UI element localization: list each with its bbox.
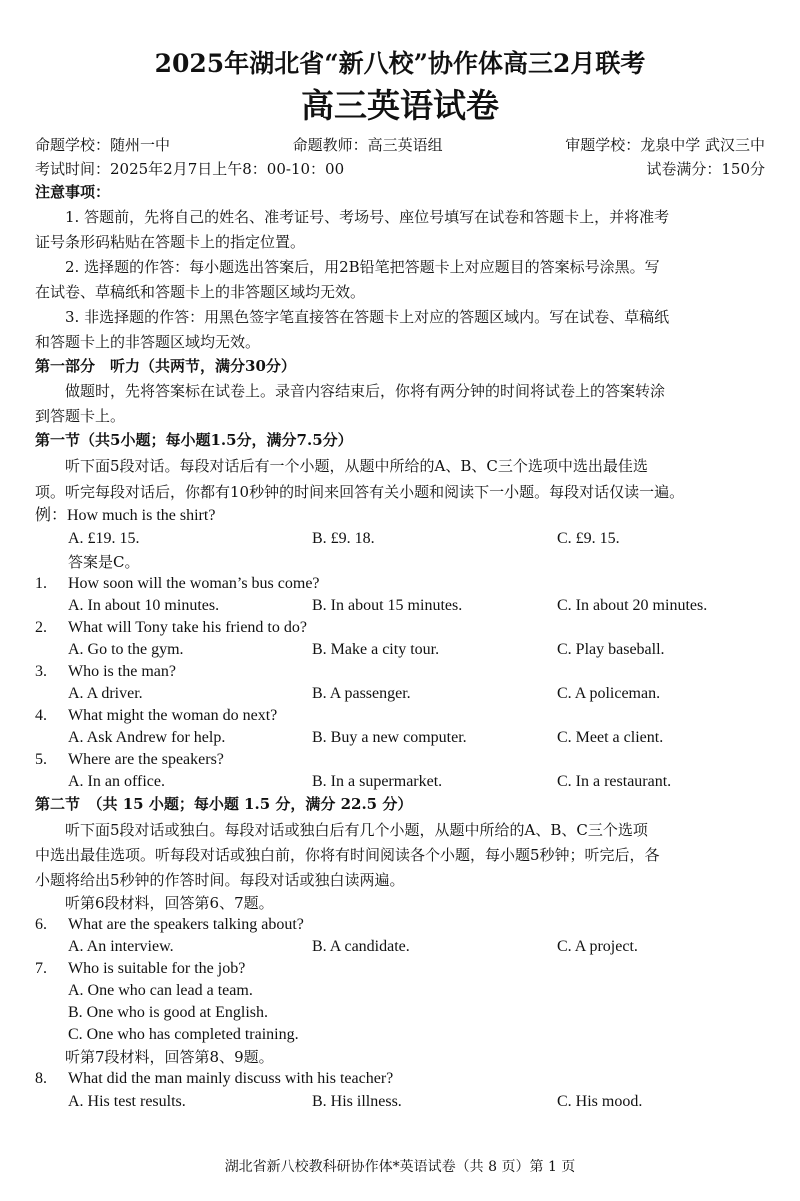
page-footer: 湖北省新八校教科研协作体*英语试卷（共 8 页）第 1 页 xyxy=(224,1159,576,1175)
question-number: 6. xyxy=(35,916,47,933)
question-stem: What might the woman do next? xyxy=(68,707,278,724)
question-number: 4. xyxy=(35,707,47,724)
option-a: A. £19. 15. xyxy=(68,530,140,547)
info-row-1 xyxy=(35,134,765,156)
option-a: A. Go to the gym. xyxy=(68,641,184,658)
setter-teacher: 命题教师：高三英语组 xyxy=(292,136,443,154)
option-b: B. In about 15 minutes. xyxy=(312,597,463,614)
exam-subtitle: 高三英语试卷 xyxy=(301,86,499,125)
material-6-note: 听第6段材料，回答第6、7题。 xyxy=(65,894,274,912)
part1-line: 做题时，先将答案标在试卷上。录音内容结束后，你将有两分钟的时间将试卷上的答案转涂 xyxy=(65,382,666,400)
option-b: B. Buy a new computer. xyxy=(312,729,467,746)
option-b: B. In a supermarket. xyxy=(312,773,443,790)
option-b: B. £9. 18. xyxy=(312,530,375,547)
option-b: B. Make a city tour. xyxy=(312,641,440,658)
notice-line: 1. 答题前，先将自己的姓名、准考证号、考场号、座位号填写在试卷和答题卡上，并将准考 xyxy=(65,208,670,226)
option-b: B. A passenger. xyxy=(312,685,411,702)
question-number: 3. xyxy=(35,663,47,680)
part1-line: 到答题卡上。 xyxy=(35,407,126,425)
option-c: C. One who has completed training. xyxy=(68,1026,299,1043)
option-a: A. One who can lead a team. xyxy=(68,982,253,999)
option-b: B. One who is good at English. xyxy=(68,1004,268,1021)
full-score: 试卷满分：150分 xyxy=(646,160,765,178)
question-stem: Who is suitable for the job? xyxy=(68,960,246,977)
option-a: A. A driver. xyxy=(68,685,143,702)
option-a: A. Ask Andrew for help. xyxy=(68,729,226,746)
option-a: A. An interview. xyxy=(68,938,174,955)
material-7-note: 听第7段材料，回答第8、9题。 xyxy=(65,1048,274,1066)
question-number: 2. xyxy=(35,619,47,636)
question-stem: How soon will the woman’s bus come? xyxy=(68,575,320,592)
notice-line: 在试卷、草稿纸和答题卡上的非答题区域均无效。 xyxy=(35,283,366,301)
section2-heading: 第二节 （共 15 小题；每小题 1.5 分，满分 22.5 分） xyxy=(35,795,413,813)
question-stem: What are the speakers talking about? xyxy=(68,916,304,933)
example-answer: 答案是C。 xyxy=(68,553,140,571)
example-question: 例：How much is the shirt? xyxy=(35,507,216,524)
option-c: C. His mood. xyxy=(557,1093,643,1110)
notice-line: 和答题卡上的非答题区域均无效。 xyxy=(35,333,261,351)
option-c: C. A policeman. xyxy=(557,685,661,702)
section2-line: 中选出最佳选项。听每段对话或独白前，你将有时间阅读各个小题，每小题5秒钟；听完后，各 xyxy=(35,846,660,864)
notice-heading: 注意事项： xyxy=(35,183,111,201)
question-number: 5. xyxy=(35,751,47,768)
section2-line: 小题将给出5秒钟的作答时间。每段对话或独白读两遍。 xyxy=(35,871,405,889)
section1-line: 听下面5段对话。每段对话后有一个小题，从题中所给的A、B、C三个选项中选出最佳选 xyxy=(65,457,648,475)
option-b: B. His illness. xyxy=(312,1093,402,1110)
review-school: 审题学校：龙泉中学 武汉三中 xyxy=(565,136,765,154)
question-stem: What did the man mainly discuss with his teacher? xyxy=(68,1070,394,1087)
exam-title: 2025年湖北省“新八校”协作体高三2月联考 xyxy=(154,49,646,78)
section1-line: 项。听完每段对话后，你都有10秒钟的时间来回答有关小题和阅读下一小题。每段对话仅读一遍。 xyxy=(35,483,685,501)
option-a: A. In about 10 minutes. xyxy=(68,597,220,614)
question-number: 7. xyxy=(35,960,47,977)
option-a: A. In an office. xyxy=(68,773,165,790)
option-c: C. In a restaurant. xyxy=(557,773,672,790)
section2-line: 听下面5段对话或独白。每段对话或独白后有几个小题，从题中所给的A、B、C三个选项 xyxy=(65,821,648,839)
option-a: A. His test results. xyxy=(68,1093,186,1110)
option-c: C. Play baseball. xyxy=(557,641,665,658)
notice-line: 3. 非选择题的作答：用黑色签字笔直接答在答题卡上对应的答题区域内。写在试卷、草稿纸 xyxy=(65,308,670,326)
option-b: B. A candidate. xyxy=(312,938,410,955)
option-c: C. A project. xyxy=(557,938,638,955)
setter-school: 命题学校：随州一中 xyxy=(35,136,171,154)
part1-heading: 第一部分 听力（共两节，满分30分） xyxy=(35,357,296,375)
option-c: C. £9. 15. xyxy=(557,530,620,547)
info-row-2 xyxy=(35,158,765,180)
notice-line: 证号条形码粘贴在答题卡上的指定位置。 xyxy=(35,233,306,251)
notice-line: 2. 选择题的作答：每小题选出答案后，用2B铅笔把答题卡上对应题目的答案标号涂黑。写 xyxy=(65,258,660,276)
question-stem: What will Tony take his friend to do? xyxy=(68,619,307,636)
option-c: C. Meet a client. xyxy=(557,729,664,746)
section1-heading: 第一节（共5小题；每小题1.5分，满分7.5分） xyxy=(35,431,353,449)
question-stem: Where are the speakers? xyxy=(68,751,224,768)
option-c: C. In about 20 minutes. xyxy=(557,597,708,614)
question-number: 1. xyxy=(35,575,47,592)
question-stem: Who is the man? xyxy=(68,663,176,680)
exam-time: 考试时间：2025年2月7日上午8：00-10：00 xyxy=(35,160,345,178)
question-number: 8. xyxy=(35,1070,47,1087)
